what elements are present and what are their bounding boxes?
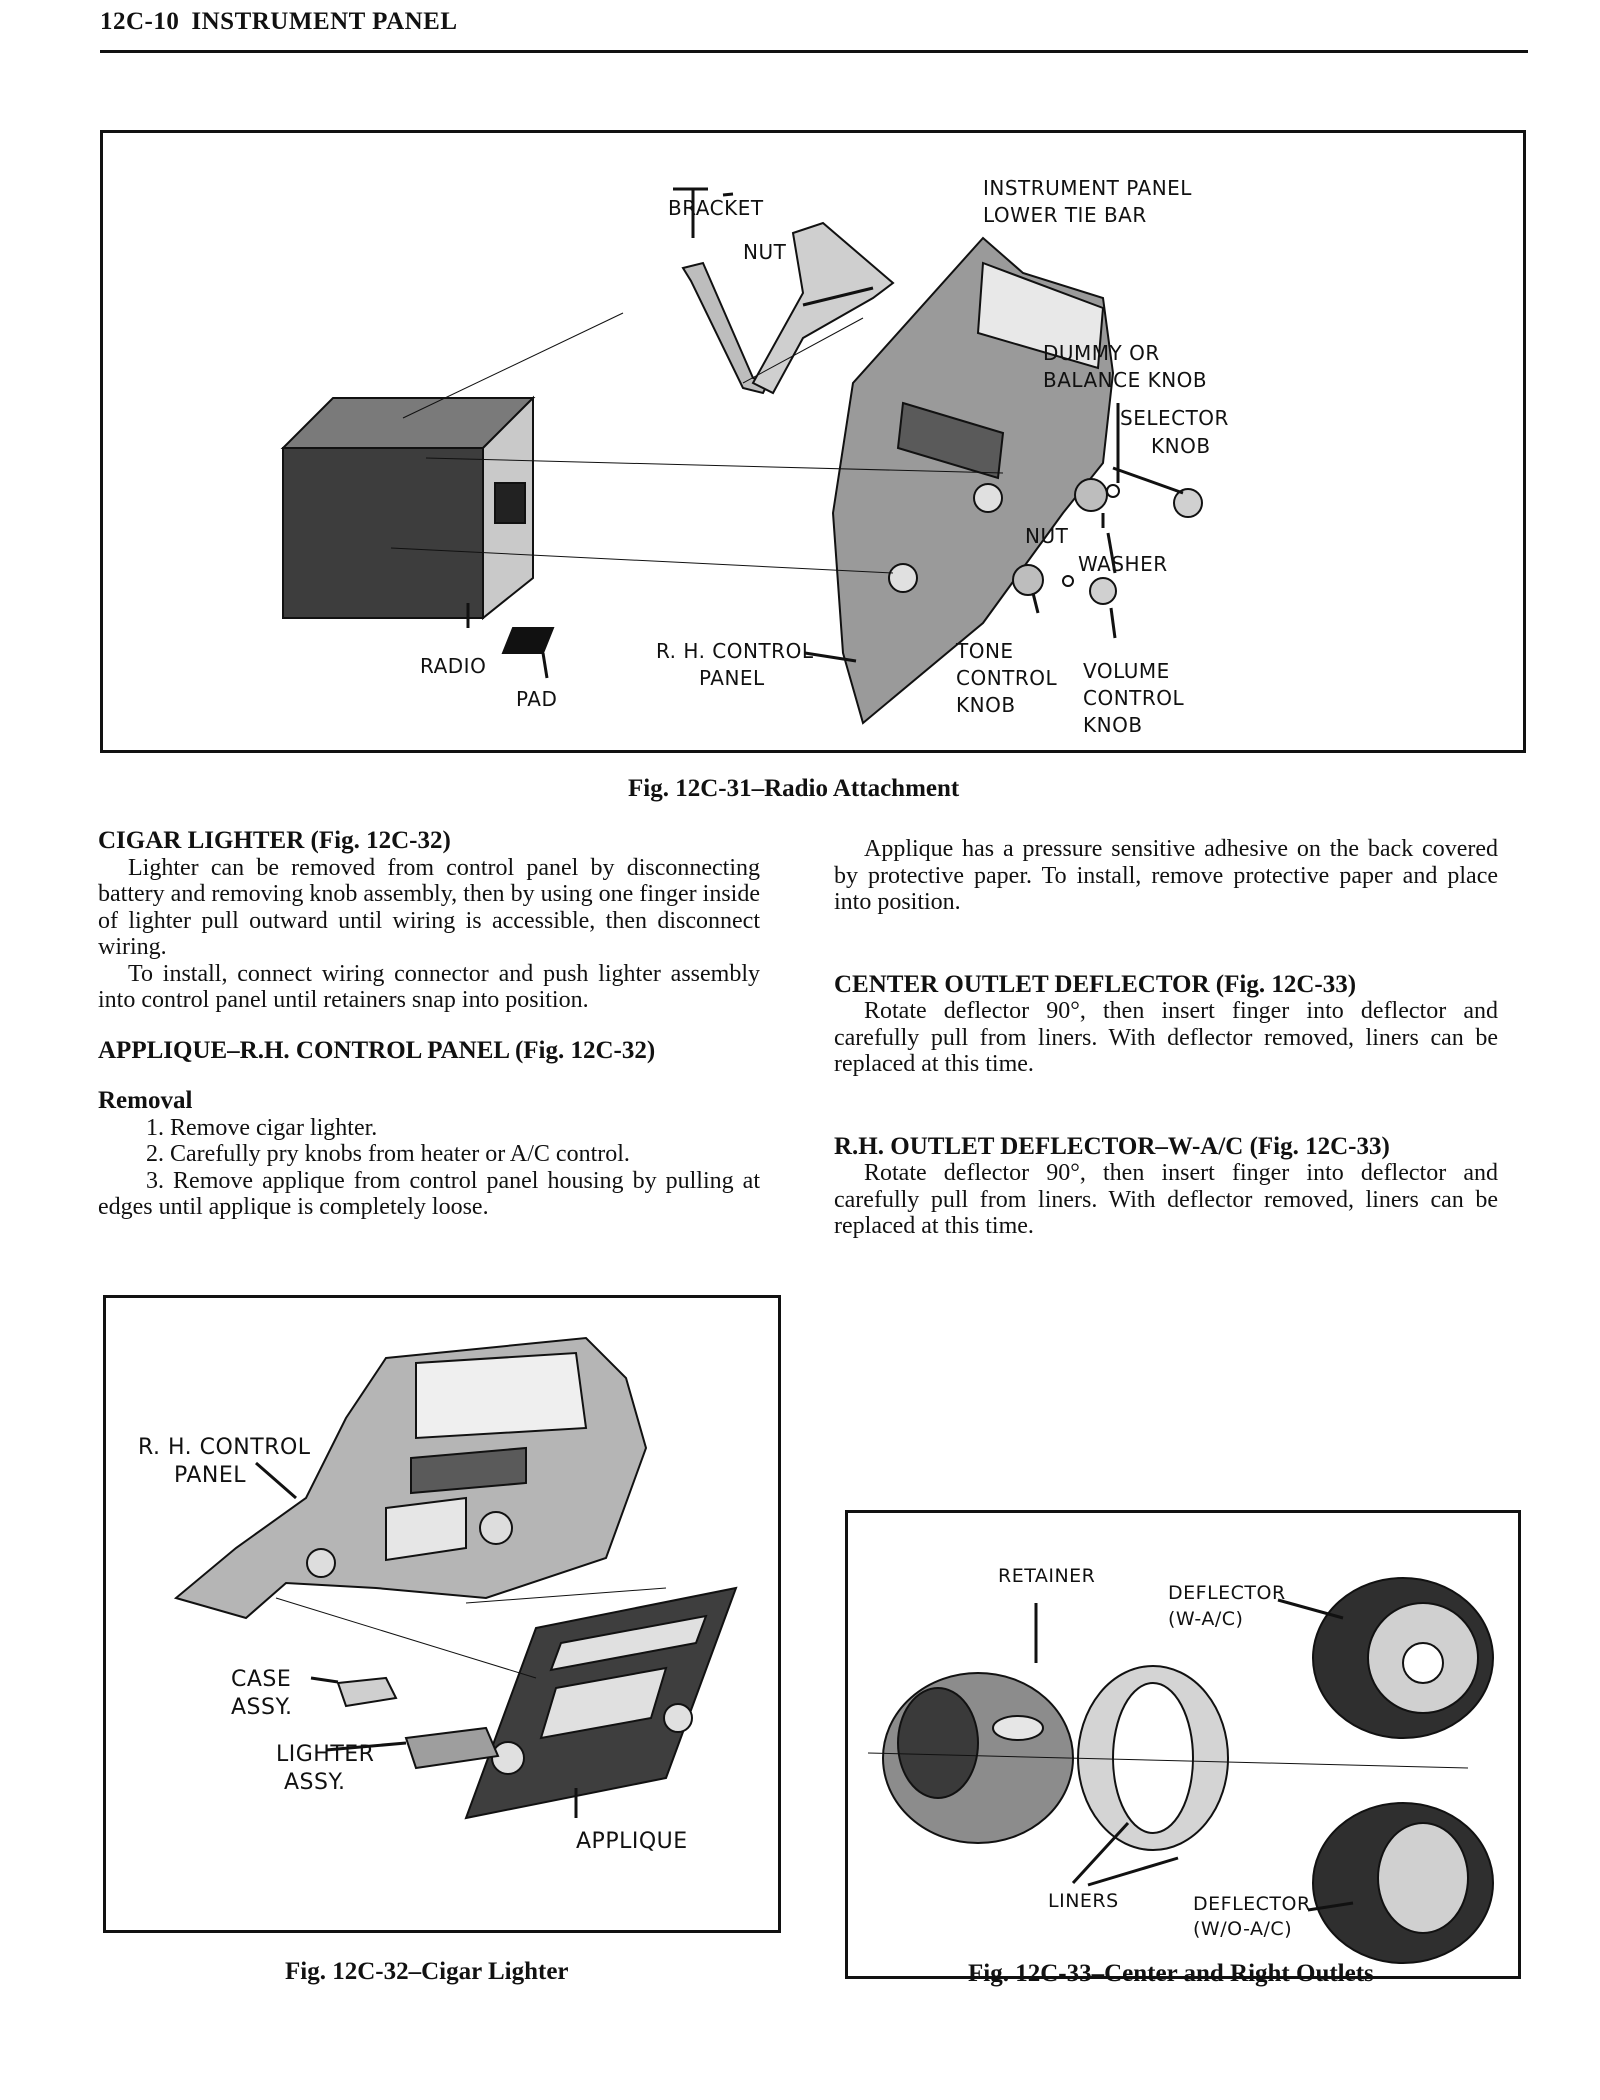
header-rule [100,50,1528,53]
label-tie-bar-2: LOWER TIE BAR [983,203,1147,227]
lighter-assy-part [406,1728,498,1768]
step-1: 1. Remove cigar lighter. [146,1114,378,1141]
dummy-knob [1075,479,1107,511]
center-outlet-paragraph: Rotate deflector 90°, then insert finger into deflector and carefully pull from liners. With deflector removed, liners can be replaced at this time. [834,998,1498,1077]
label-dummy-2: BALANCE KNOB [1043,368,1208,392]
label-tone-2: CONTROL [956,666,1058,690]
cigar-paragraph-2: To install, connect wiring connector and push lighter assembly into control panel until retainers snap into position. [98,960,760,1013]
left-column [98,828,760,1221]
figure-outlets [845,1510,1521,1979]
figure-radio-attachment [100,130,1526,753]
label-bracket: BRACKET [668,196,764,220]
rh-outlet-paragraph: Rotate deflector 90°, then insert finger into deflector and carefully pull from liners. With deflector removed, liners can be replaced at this time. [834,1160,1498,1239]
tone-knob [1013,565,1043,595]
page-number: 12C-10 [100,8,180,35]
heading-center-outlet: CENTER OUTLET DEFLECTOR (Fig. 12C-33) [834,970,1357,998]
label-lighter-2: ASSY. [284,1770,346,1795]
cigar-paragraph-1: Lighter can be removed from control panel by disconnecting battery and removing knob assembly, then by using one finger inside of lighter pull outward until wiring is accessible, then disconnect wiring. [98,854,760,960]
right-column [834,836,1498,1240]
label-selector-1: SELECTOR [1120,406,1229,430]
selector-knob [1174,489,1202,517]
step-3: 3. Remove applique from control panel housing by pulling at edges until applique is completely loose. [98,1167,760,1220]
label-volume-3: KNOB [1083,713,1143,737]
bracket-part [683,263,768,393]
label-retainer: RETAINER [998,1565,1096,1587]
page-header [100,8,458,36]
section-title: INSTRUMENT PANEL [191,8,458,35]
radio-side [283,448,483,618]
label-rh-control-2: PANEL [174,1463,247,1488]
heading-rh-outlet: R.H. OUTLET DEFLECTOR–W-A/C (Fig. 12C-33) [834,1132,1390,1160]
heading-removal: Removal [98,1087,193,1114]
label-deflector-ac-2: (W-A/C) [1168,1608,1244,1630]
heading-applique: APPLIQUE–R.H. CONTROL PANEL (Fig. 12C-32) [98,1036,656,1064]
figure-cigar-lighter [103,1295,781,1933]
label-nut-top: NUT [743,240,787,264]
volume-knob [1090,578,1116,604]
label-pad: PAD [516,687,558,711]
label-rh-panel-2: PANEL [699,666,765,690]
label-volume-2: CONTROL [1083,686,1185,710]
label-volume-1: VOLUME [1083,659,1170,683]
label-rh-control-1: R. H. CONTROL [138,1435,311,1460]
label-selector-2: KNOB [1151,434,1211,458]
label-dummy-1: DUMMY OR [1043,341,1160,365]
caption-fig-32: Fig. 12C-32–Cigar Lighter [285,1958,569,1985]
label-tie-bar-1: INSTRUMENT PANEL [983,176,1192,200]
label-rh-panel-1: R. H. CONTROL [656,639,814,663]
label-case-1: CASE [231,1667,292,1692]
caption-fig-31: Fig. 12C-31–Radio Attachment [628,775,960,802]
case-assy-part [338,1678,396,1706]
pad [503,628,553,653]
heading-cigar-lighter: CIGAR LIGHTER (Fig. 12C-32) [98,827,451,854]
applique-paragraph: Applique has a pressure sensitive adhesive on the back covered by protective paper. To install, remove protective paper and place into position. [834,836,1498,915]
label-case-2: ASSY. [231,1695,293,1720]
label-radio: RADIO [420,654,487,678]
label-tone-1: TONE [956,639,1014,663]
label-tone-3: KNOB [956,693,1016,717]
label-deflector-noac-2: (W/O-A/C) [1193,1918,1293,1940]
label-lighter-1: LIGHTER [276,1742,375,1767]
label-deflector-ac-1: DEFLECTOR [1168,1582,1286,1604]
caption-fig-33: Fig. 12C-33–Center and Right Outlets [968,1960,1374,1987]
label-washer: WASHER [1078,552,1168,576]
label-applique: APPLIQUE [576,1829,688,1854]
label-nut-mid: NUT [1025,524,1069,548]
step-2: 2. Carefully pry knobs from heater or A/C control. [146,1141,630,1167]
label-liners: LINERS [1048,1890,1119,1912]
label-deflector-noac-1: DEFLECTOR [1193,1893,1311,1915]
